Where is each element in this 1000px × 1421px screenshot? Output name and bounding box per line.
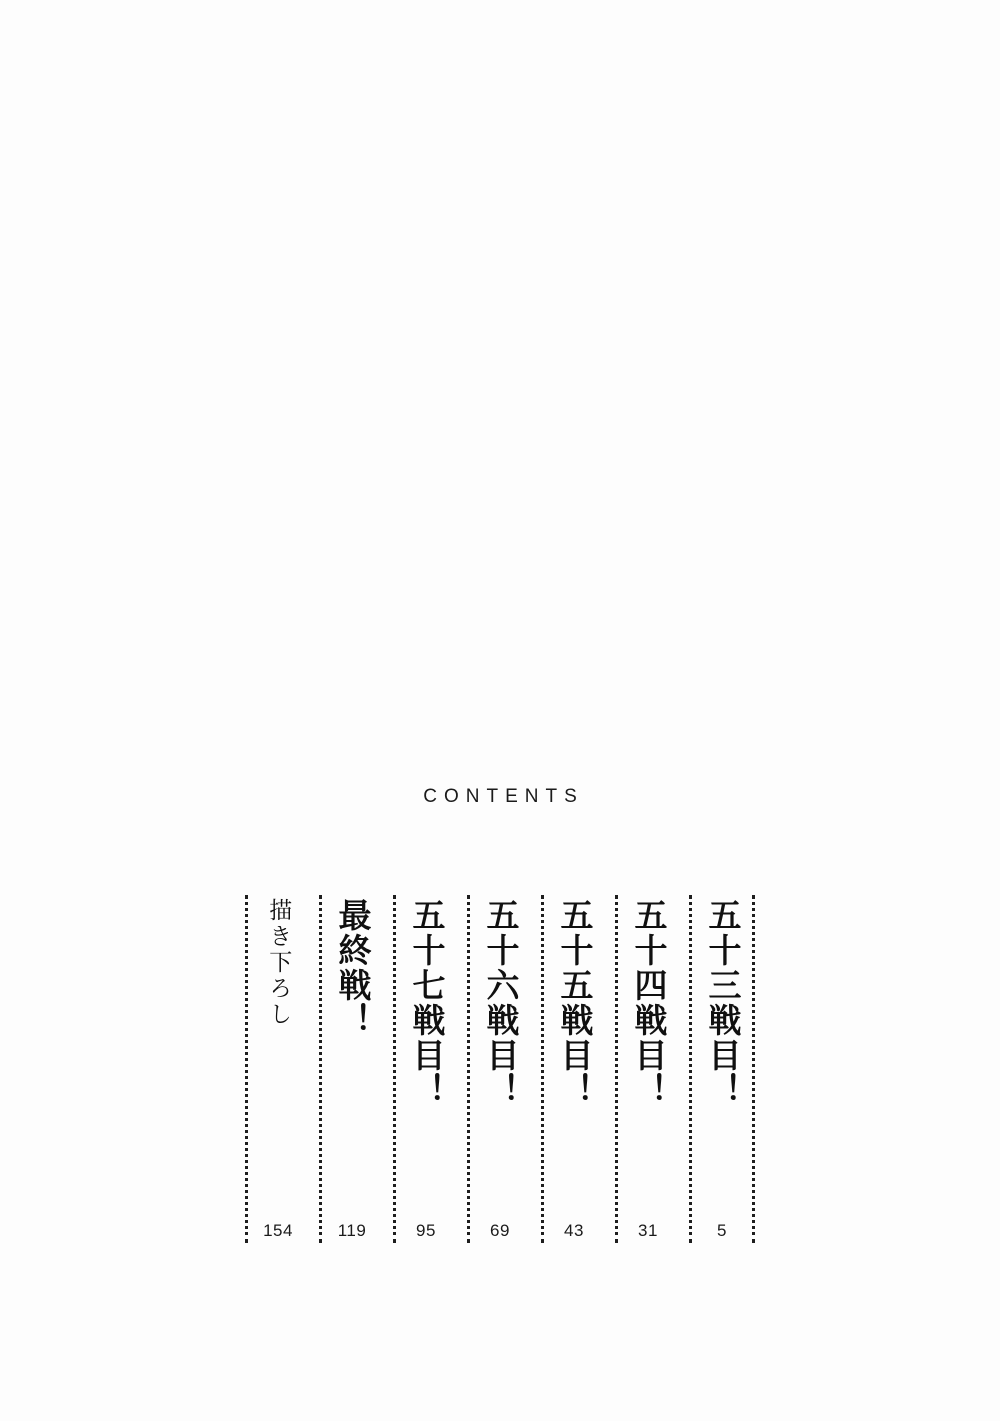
toc-entry-label: 五十三戦目！ (703, 898, 743, 1108)
toc-entry-page-number: 119 (337, 1221, 367, 1240)
table-of-contents (0, 893, 1000, 1253)
page-title: CONTENTS (423, 786, 584, 807)
toc-entry-page-number: 95 (416, 1221, 436, 1240)
toc-entry[interactable] (463, 893, 537, 1243)
toc-entry-label: 五十六戦目！ (481, 898, 521, 1108)
toc-entry-page-number: 154 (263, 1221, 293, 1240)
toc-entry-label: 五十四戦目！ (629, 898, 669, 1108)
toc-entry[interactable] (537, 893, 611, 1243)
toc-entry[interactable] (241, 893, 315, 1243)
toc-entry-label: 五十七戦目！ (407, 898, 447, 1108)
toc-entry[interactable] (685, 893, 759, 1243)
toc-entry-label: 最終戦！ (333, 898, 373, 1038)
toc-entry-page-number: 43 (564, 1221, 584, 1240)
toc-entry[interactable] (389, 893, 463, 1243)
toc-entry[interactable] (611, 893, 685, 1243)
toc-entry-label: 描き下ろし (265, 898, 292, 1028)
toc-entry-label: 五十五戦目！ (555, 898, 595, 1108)
toc-entry-page-number: 69 (490, 1221, 510, 1240)
toc-entry-page-number: 31 (638, 1221, 658, 1240)
toc-entry[interactable] (315, 893, 389, 1243)
toc-entry-page-number: 5 (717, 1221, 727, 1240)
